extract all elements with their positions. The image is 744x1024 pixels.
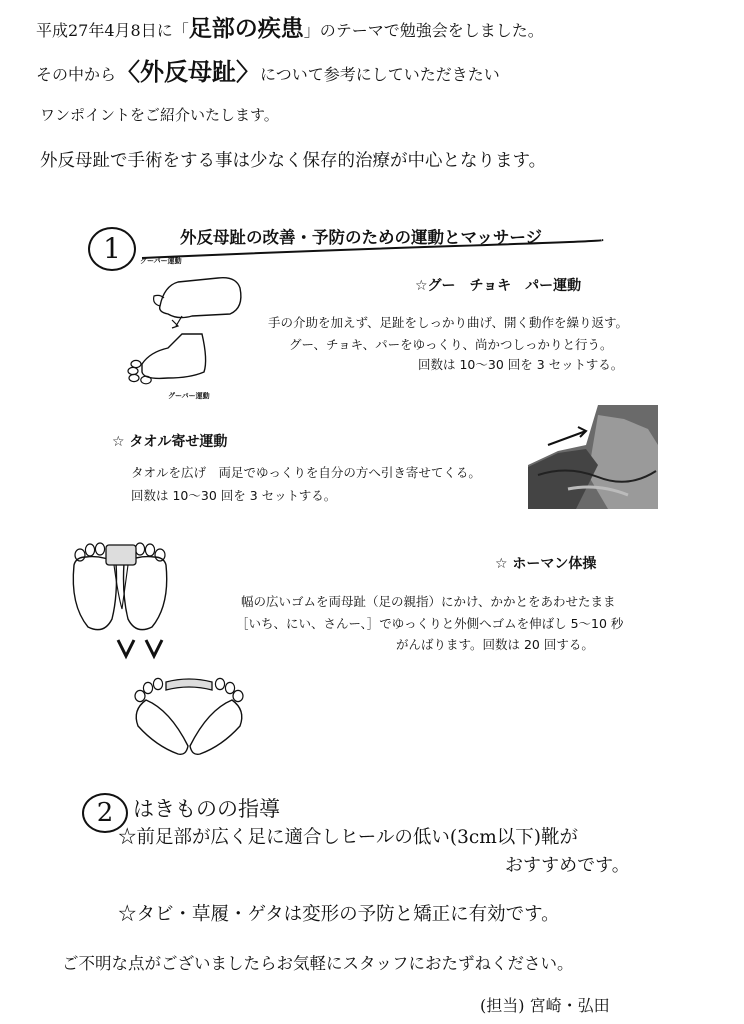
goopa-title: ☆グー チョキ パー運動	[415, 278, 582, 294]
footer-note: ご不明な点がございましたらお気軽にスタッフにおたずねください。	[62, 954, 574, 973]
towel-text-1: タオルを広げ 両足でゆっくりを自分の方へ引き寄せてくる。	[131, 465, 481, 480]
homan-text-1: 幅の広いゴムを両母趾（足の親指）にかけ、かかとをあわせたまま	[241, 594, 616, 609]
intro-line-3: ワンポイントをご紹介いたします。	[40, 106, 279, 124]
section-1-number: 1	[88, 227, 136, 271]
footer-signature: (担当) 宮崎・弘田	[480, 996, 610, 1015]
section-2-number: 2	[82, 793, 128, 833]
intro-line-1-emphasis: 足部の疾患	[188, 15, 304, 42]
homan-text-3: がんばります。回数は 20 回する。	[396, 637, 594, 652]
double-down-arrow-icon	[112, 636, 172, 664]
section-2-item-1-line-1: ☆前足部が広く足に適合しヒールの低い(3cm以下)靴が	[118, 827, 579, 848]
homan-feet-illustration-bottom	[126, 670, 256, 760]
intro-line-2-emphasis: 〈外反母趾〉	[116, 57, 261, 86]
intro-line-2-pre: その中から	[36, 65, 117, 84]
goopa-text-2: グー、チョキ、パーをゆっくり、尚かつしっかりと行う。	[289, 337, 613, 352]
towel-title: ☆ タオル寄せ運動	[112, 434, 228, 450]
goopa-figure-label-bottom: グーパー運動	[168, 392, 210, 400]
goopa-text-1: 手の介助を加えず、足趾をしっかり曲げ、開く動作を繰り返す。	[268, 315, 629, 330]
homan-title: ☆ ホーマン体操	[495, 556, 597, 572]
towel-exercise-photo	[528, 405, 658, 509]
homan-feet-illustration-top	[66, 535, 176, 635]
goopa-foot-illustration	[120, 268, 250, 398]
intro-line-4: 外反母趾で手術をする事は少なく保存的治療が中心となります。	[40, 151, 547, 171]
section-1-title: 外反母趾の改善・予防のための運動とマッサージ	[180, 228, 543, 247]
goopa-text-3: 回数は 10～30 回を 3 セットする。	[418, 357, 624, 372]
goopa-figure-label-top: グーパー運動	[140, 257, 182, 265]
intro-line-1-pre: 平成27年4月8日に「	[36, 21, 189, 40]
homan-text-2: ［いち、にい、さんー、］でゆっくりと外側へゴムを伸ばし 5～10 秒	[236, 616, 624, 631]
section-2-item-2: ☆タビ・草履・ゲタは変形の予防と矯正に有効です。	[118, 904, 560, 925]
section-2-item-1-line-2: おすすめです。	[505, 855, 630, 876]
towel-text-2: 回数は 10～30 回を 3 セットする。	[131, 488, 337, 503]
section-2-title: はきものの指導	[133, 797, 280, 821]
intro-line-2-post: について参考にしていただきたい	[260, 65, 500, 84]
intro-line-1-post: 」のテーマで勉強会をしました。	[303, 21, 544, 40]
